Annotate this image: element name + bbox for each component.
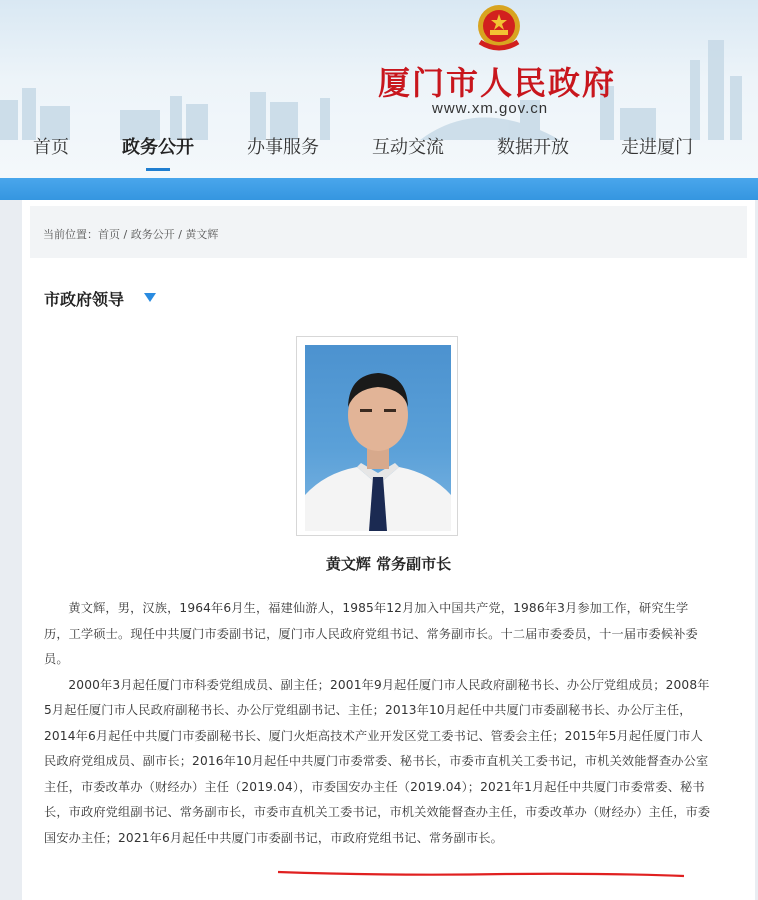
nav-active-indicator — [146, 168, 170, 171]
person-name-title: 黄文辉 常务副市长 — [325, 555, 452, 573]
nav-item-about-xiamen[interactable]: 走进厦门 — [621, 137, 693, 158]
nav-item-open-data[interactable]: 数据开放 — [497, 137, 569, 158]
breadcrumb-text[interactable]: 当前位置：首页 / 政务公开 / 黄文辉 — [43, 228, 219, 241]
header-blue-bar — [0, 178, 758, 200]
site-header — [0, 0, 758, 178]
nav-item-home[interactable]: 首页 — [33, 137, 69, 158]
portrait-frame — [296, 336, 458, 536]
nav-item-interaction[interactable]: 互动交流 — [372, 137, 444, 158]
site-url: www.xm.gov.cn — [432, 100, 549, 117]
red-underline-annotation — [276, 870, 686, 878]
breadcrumb — [30, 206, 747, 258]
content-panel — [22, 200, 755, 900]
bio-paragraph: 2000年3月起任厦门市科委党组成员、副主任；2001年9月起任厦门市人民政府副秘书长、办公厅党组成员；2008年5月起任厦门市人民政府副秘书长、办公厅党组副书记、主任；2013年10月起任中共厦门市委副秘书长、办公厅主任，2014年6月起任中共厦门市委副秘书长、厦门火炬高技术产业开发区党工委书记、管委会主任；2015年5月起任厦门市人民政府党组成员、副市长；2016年10月起任中共厦门市委常委、秘书长，市委市直机关工委书记，市机关效能督查办公室主任，市委改革办（财经办）主任（2019.04），市委国安办主任（2019.04）；2021年1月起任中共厦门市委常委、秘书长，市政府党组副书记、常务副市长，市委市直机关工委书记，市机关效能督查办主任，市委改革办（财经办）主任，市委国安办主任；2021年6月起任中共厦门市委副书记，市政府党组书记、常务副市长。 — [44, 677, 711, 845]
bio-paragraph: 黄文辉，男，汉族，1964年6月生，福建仙游人，1985年12月加入中国共产党，1986年3月参加工作，研究生学历，工学硕士。现任中共厦门市委副书记，厦门市人民政府党组书记、常务副市长。十二届市委委员，十一届市委候补委员。 — [44, 601, 698, 666]
main-nav — [0, 133, 758, 163]
nav-item-government-affairs[interactable]: 政务公开 — [122, 137, 194, 158]
national-emblem-icon — [470, 2, 528, 54]
site-title: 厦门市人民政府 — [378, 64, 617, 102]
person-silhouette-icon — [305, 345, 451, 531]
biography — [44, 596, 712, 851]
dropdown-triangle-icon[interactable] — [144, 293, 156, 302]
section-title: 市政府领导 — [44, 290, 125, 309]
nav-item-services[interactable]: 办事服务 — [247, 137, 319, 158]
portrait-photo — [305, 345, 451, 531]
